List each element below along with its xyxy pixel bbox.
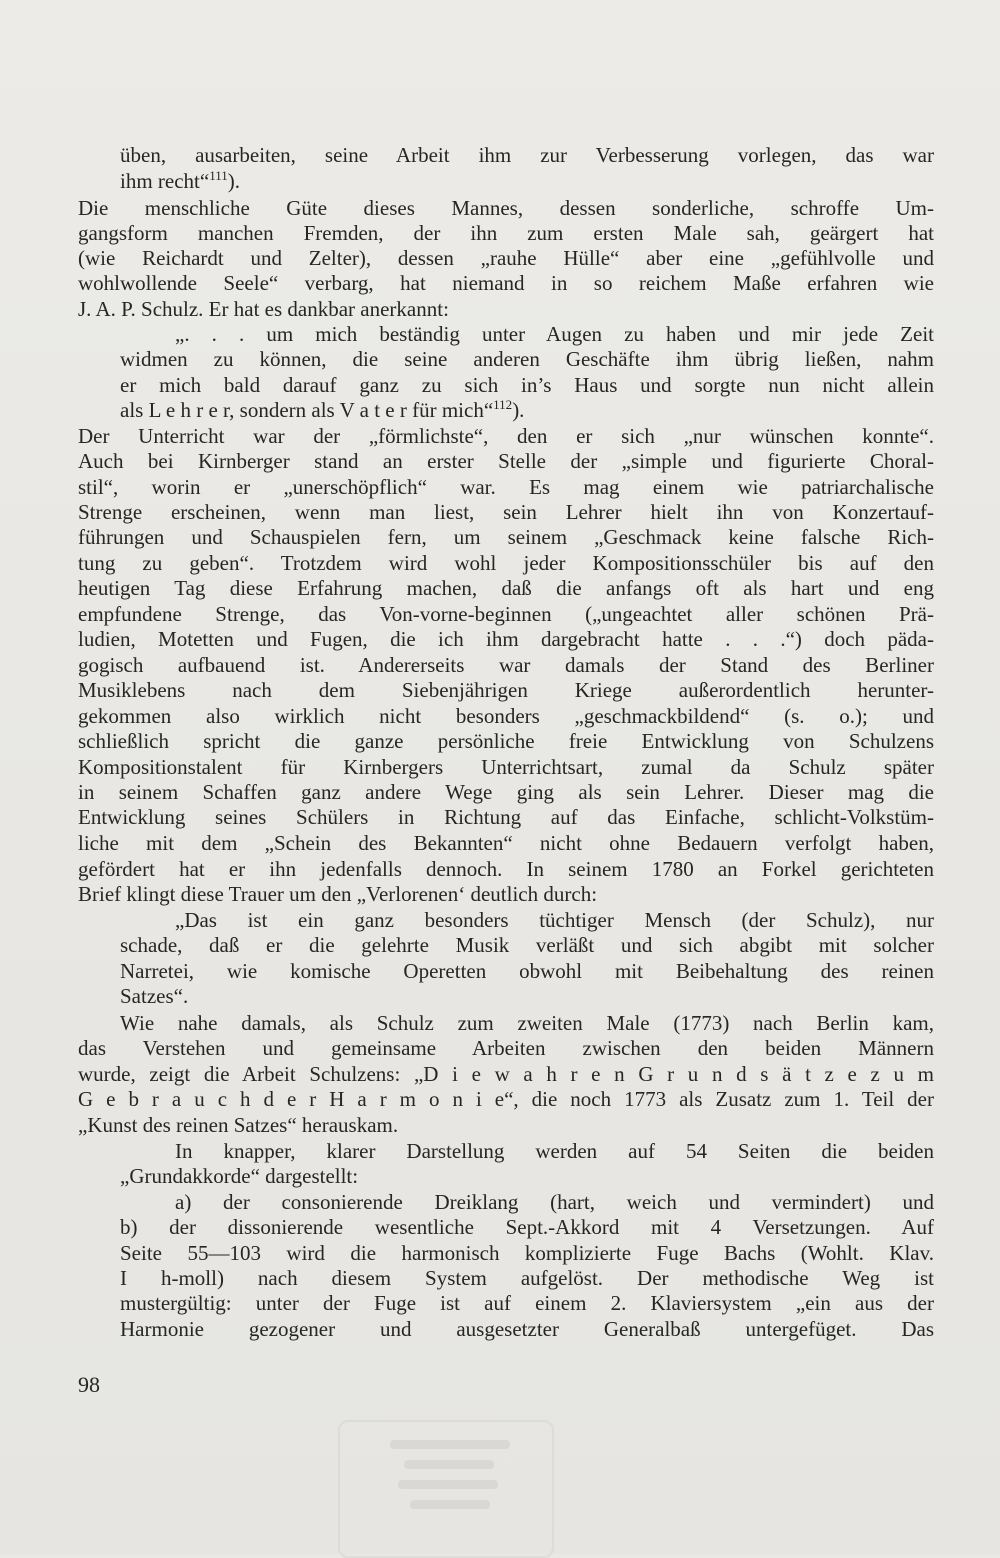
text-line <box>120 1010 934 1036</box>
text-line <box>120 346 934 372</box>
text-line-content: tung zu geben“. Trotzdem wird wohl jeder Kompositionsschüler bis auf den <box>78 551 934 575</box>
text-line-content: schließlich spricht die ganze persönliche freie Entwicklung von Schulzens <box>78 729 934 753</box>
text-line-content: er mich bald darauf ganz zu sich in’s Haus und sorgte nun nicht allein <box>120 373 934 397</box>
text-line-content: stil“, worin er „unerschöpflich“ war. Es mag einem wie patriarchalische <box>78 475 934 499</box>
text-line <box>120 1163 934 1189</box>
text-line <box>78 677 934 703</box>
text-line-content: mustergültig: unter der Fuge ist auf einem 2. Klaviersystem „ein aus der <box>120 1291 934 1315</box>
text-line-content: empfundene Strenge, das Von-vorne-beginnen („ungeachtet aller schönen Prä- <box>78 602 934 626</box>
text-line-content: ihm recht“ <box>120 169 210 193</box>
text-line <box>78 245 934 271</box>
text-line-content: gekommen also wirklich nicht besonders „geschmackbildend“ (s. o.); und <box>78 704 934 728</box>
text-line <box>120 372 934 398</box>
text-line <box>78 804 934 830</box>
text-line <box>78 601 934 627</box>
text-line-content: als L e h r e r, sondern als V a t e r für mich“ <box>120 398 494 422</box>
text-line <box>78 779 934 805</box>
text-line <box>175 1138 934 1164</box>
text-line-content: gefördert hat er ihn jedenfalls dennoch. In seinem 1780 an Forkel gerichteten <box>78 857 934 881</box>
text-line-content: Narretei, wie komische Operetten obwohl mit Beibehaltung des reinen <box>120 959 934 983</box>
text-line <box>120 958 934 984</box>
text-line-content: (wie Reichardt und Zelter), dessen „rauhe Hülle“ aber eine „gefühlvolle und <box>78 246 934 270</box>
text-line-content: ludien, Motetten und Fugen, die ich ihm dargebracht hatte . . .“) doch päda- <box>78 627 934 651</box>
text-line <box>78 423 934 449</box>
text-line <box>120 932 934 958</box>
text-line <box>78 881 934 907</box>
text-line-content: heutigen Tag diese Erfahrung machen, daß die anfangs oft als hart und eng <box>78 576 934 600</box>
text-line-content: Satzes“. <box>120 984 189 1008</box>
text-line <box>78 474 934 500</box>
text-line-content: Auch bei Kirnberger stand an erster Stelle der „simple und figurierte Choral- <box>78 449 934 473</box>
text-line-content: Die menschliche Güte dieses Mannes, dessen sonderliche, schroffe Um- <box>78 196 934 220</box>
text-line <box>78 195 934 221</box>
text-line <box>78 652 934 678</box>
text-line-content: das Verstehen und gemeinsame Arbeiten zwischen den beiden Männern <box>78 1036 934 1060</box>
text-line-content: Brief klingt diese Trauer um den „Verlorenen‘ deutlich durch: <box>78 882 598 906</box>
text-line <box>78 1112 934 1138</box>
text-line-content: a) der consonierende Dreiklang (hart, weich und vermindert) und <box>175 1190 934 1214</box>
text-line-content: Entwicklung seines Schülers in Richtung auf das Einfache, schlicht-Volkstüm- <box>78 805 934 829</box>
text-line <box>78 524 934 550</box>
text-line-tail: ). <box>227 169 241 193</box>
text-line-content: b) der dissonierende wesentliche Sept.-Akkord mit 4 Versetzungen. Auf <box>120 1215 934 1239</box>
text-line-content: Der Unterricht war der „förmlichste“, den er sich „nur wünschen konnte“. <box>78 424 934 448</box>
text-line <box>78 575 934 601</box>
text-line-content: Harmonie gezogener und ausgesetzter Generalbaß untergefüget. Das <box>120 1317 934 1341</box>
text-line-content: schade, daß er die gelehrte Musik verläßt und sich abgibt mit solcher <box>120 933 934 957</box>
text-line <box>78 1035 934 1061</box>
text-line <box>175 321 934 347</box>
text-line-content: üben, ausarbeiten, seine Arbeit ihm zur Verbesserung vorlegen, das war <box>120 143 934 167</box>
text-line-content: wurde, zeigt die Arbeit Schulzens: „D i e w a h r e n G r u n d s ä t z e z u m <box>78 1062 934 1086</box>
text-line <box>120 1214 934 1240</box>
text-line-content: Kompositionstalent für Kirnbergers Unterrichtsart, zumal da Schulz später <box>78 755 934 779</box>
text-line <box>78 1061 934 1087</box>
text-line-content: widmen zu können, die seine anderen Geschäfte ihm übrig ließen, nahm <box>120 347 934 371</box>
text-line <box>78 550 934 576</box>
text-line <box>78 754 934 780</box>
text-line <box>78 296 934 322</box>
text-line <box>78 270 934 296</box>
text-line <box>78 448 934 474</box>
text-line-content: I h-moll) nach diesem System aufgelöst. Der methodische Weg ist <box>120 1266 934 1290</box>
text-line <box>120 397 934 423</box>
text-line-tail: ). <box>512 398 525 422</box>
text-line-content: wohlwollende Seele“ verbarg, hat niemand in so reichem Maße erfahren wie <box>78 271 934 295</box>
text-line-content: „Kunst des reinen Satzes“ herauskam. <box>78 1113 399 1137</box>
text-line <box>175 1189 934 1215</box>
text-line-content: G e b r a u c h d e r H a r m o n i e“, die noch 1773 als Zusatz zum 1. Teil der <box>78 1087 934 1111</box>
text-line <box>78 830 934 856</box>
text-line <box>78 856 934 882</box>
text-line <box>78 1086 934 1112</box>
text-line-content: liche mit dem „Schein des Bekannten“ nicht ohne Bedauern verfolgt haben, <box>78 831 934 855</box>
stamp-marks <box>370 1440 520 1520</box>
text-line-content: „Grundakkorde“ dargestellt: <box>120 1164 359 1188</box>
text-line-content: gangsform manchen Fremden, der ihn zum ersten Male sah, geärgert hat <box>78 221 934 245</box>
text-line-content: In knapper, klarer Darstellung werden auf 54 Seiten die beiden <box>175 1139 934 1163</box>
footnote-marker: 111 <box>209 168 228 183</box>
text-line <box>120 983 934 1009</box>
text-line <box>120 1265 934 1291</box>
text-line <box>78 703 934 729</box>
text-line <box>120 1240 934 1266</box>
text-line <box>78 728 934 754</box>
text-line-content: Strenge erscheinen, wenn man liest, sein Lehrer hielt ihn von Konzertauf- <box>78 500 934 524</box>
text-line <box>175 907 934 933</box>
text-line <box>78 499 934 525</box>
text-line-content: in seinem Schaffen ganz andere Wege ging als sein Lehrer. Dieser mag die <box>78 780 934 804</box>
page-number: 98 <box>78 1372 100 1397</box>
text-line <box>78 220 934 246</box>
text-line-content: „. . . um mich beständig unter Augen zu haben und mir jede Zeit <box>175 322 934 346</box>
text-line <box>120 1290 934 1316</box>
text-line-content: J. A. P. Schulz. Er hat es dankbar anerkannt: <box>78 297 449 321</box>
text-line-content: Wie nahe damals, als Schulz zum zweiten Male (1773) nach Berlin kam, <box>120 1011 934 1035</box>
text-line-content: Seite 55—103 wird die harmonisch komplizierte Fuge Bachs (Wohlt. Klav. <box>120 1241 934 1265</box>
text-line-content: gogisch aufbauend ist. Andererseits war damals der Stand des Berliner <box>78 653 934 677</box>
text-line <box>120 1316 934 1342</box>
text-line-content: „Das ist ein ganz besonders tüchtiger Mensch (der Schulz), nur <box>175 908 934 932</box>
text-line-content: Musiklebens nach dem Siebenjährigen Kriege außerordentlich herunter- <box>78 678 934 702</box>
text-line <box>120 142 934 168</box>
text-line <box>120 168 934 194</box>
footnote-marker: 112 <box>493 397 513 412</box>
text-line <box>78 626 934 652</box>
library-stamp <box>338 1420 554 1558</box>
text-line-content: führungen und Schauspielen fern, um seinem „Geschmack keine falsche Rich- <box>78 525 934 549</box>
